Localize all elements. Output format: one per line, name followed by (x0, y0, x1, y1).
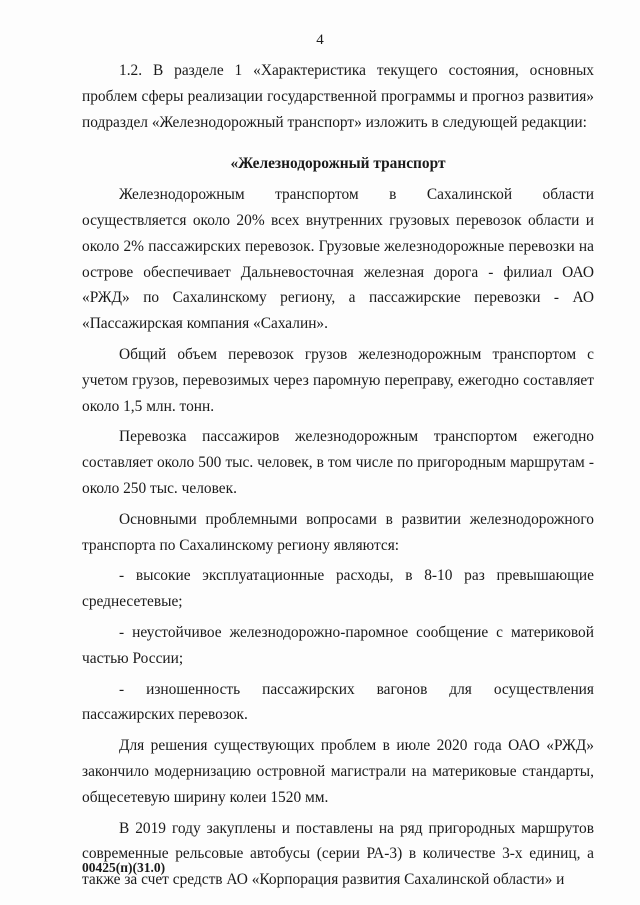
paragraph-passenger-volume: Перевозка пассажиров железнодорожным транспортом ежегодно составляет около 500 тыс. человек, в том числе по пригородным маршрутам - около 250 тыс. человек. (82, 428, 594, 497)
list-item-ferry: - неустойчивое железнодорожно-паромное сообщение с материковой частью России; (82, 623, 594, 667)
document-code: 00425(п)(31.0) (82, 860, 166, 875)
paragraph-modernization: Для решения существующих проблем в июле 2020 года ОАО «РЖД» закончило модернизацию островной магистрали на материковые стандарты, общесетевую ширину колеи 1520 мм. (82, 737, 594, 806)
list-item-costs: - высокие эксплуатационные расходы, в 8-10 раз превышающие среднесетевые; (82, 567, 594, 611)
section-heading: «Железнодорожный транспорт (230, 155, 446, 173)
paragraph-rail-buses: В 2019 году закуплены и поставлены на ряд пригородных маршрутов современные рельсовые автобусы (серии РА-3) в количестве 3-х единиц, а также за счет средств АО «Корпорация развития Сахалинской области» и (82, 819, 594, 889)
page-number: 4 (316, 32, 324, 48)
list-item-wagons: - изношенность пассажирских вагонов для осуществления пассажирских перевозок. (82, 680, 594, 724)
paragraph-rail-share: Железнодорожным транспортом в Сахалинской области осуществляется около 20% всех внутренних грузовых перевозок области и около 2% пассажирских перевозок. Грузовые железнодорожные перевозки на острове обеспечивает Дальневосточная железная дорога - филиал ОАО «РЖД» по Сахалинскому региону, а пассажирские перевозки - АО «Пассажирская компания «Сахалин». (82, 186, 594, 333)
document-body (82, 58, 594, 893)
paragraph-problems-intro: Основными проблемными вопросами в развитии железнодорожного транспорта по Сахалинскому региону являются: (82, 510, 594, 554)
paragraph-amendment-intro: 1.2. В разделе 1 «Характеристика текущего состояния, основных проблем сферы реализации государственной программы и прогноз развития» подраздел «Железнодорожный транспорт» изложить в следующей редакции: (82, 62, 594, 131)
paragraph-cargo-volume: Общий объем перевозок грузов железнодорожным транспортом с учетом грузов, перевозимых через паромную переправу, ежегодно составляет около 1,5 млн. тонн. (82, 345, 594, 415)
